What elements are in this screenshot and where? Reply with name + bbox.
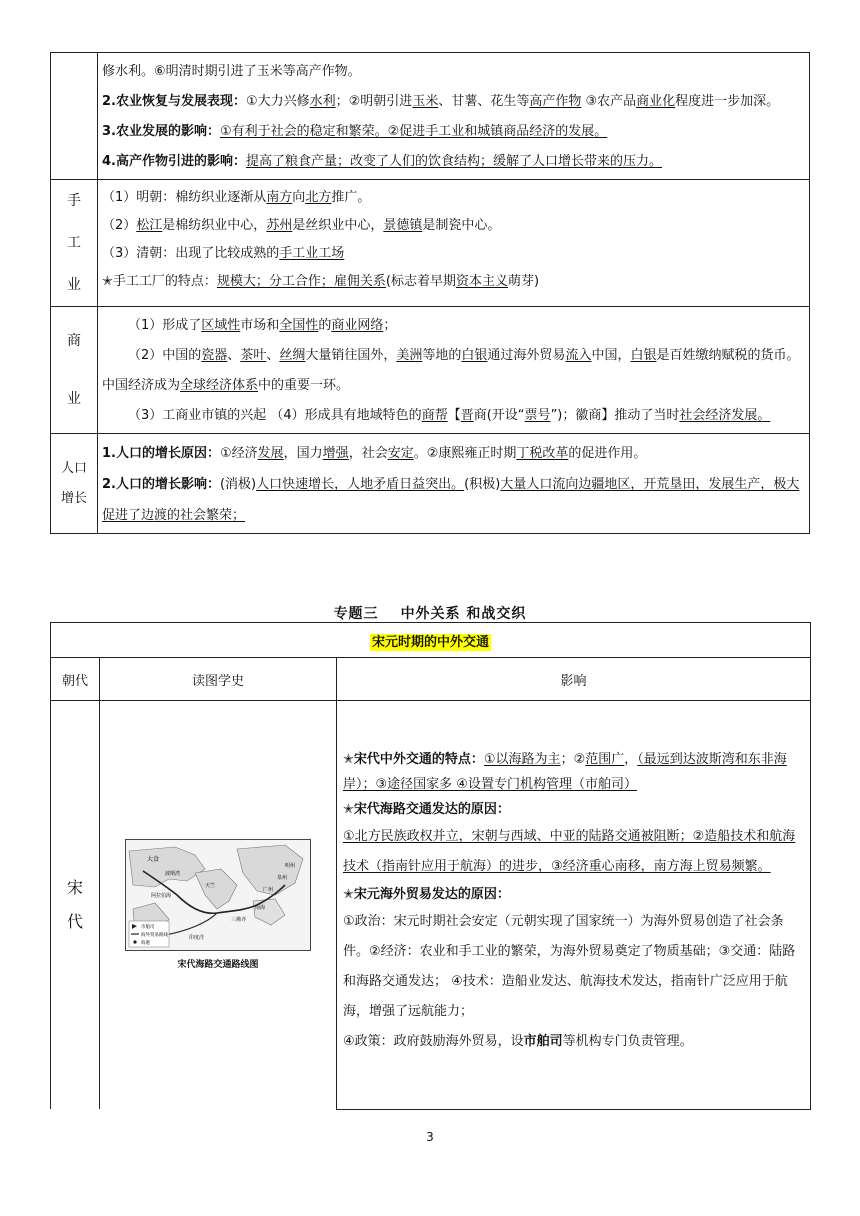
agriculture-row [51,53,810,180]
commerce-category: 商 业 [51,307,98,434]
commerce-line1: （1）形成了区域性市场和全国性的商业网络； [128,318,397,333]
map-illustration [125,839,311,951]
map-label-7: 南海 [255,905,266,911]
population-line1: 1.人口的增长原因：①经济发展，国力增强，社会安定。②康熙雍正时期丁税改革的促进作用。 [102,446,647,461]
commerce-line3: （3）工商业市镇的兴起 （4）形成具有地域特色的商帮【晋商(开设“票号”)；徽商】推动了当时社会经济发展。 [128,408,771,423]
map-label-10: 明州 [285,863,296,869]
map-label-6: 三佛齐 [231,917,247,923]
song-sea-route-map [125,839,311,970]
map-label-4: 天竺 [205,883,216,889]
header-dynasty: 朝代 [51,658,100,701]
header-map: 读图学史 [100,658,337,701]
map-label-5: 印度洋 [189,935,205,941]
effect-p4: ✭宋元海外贸易发达的原因： [343,887,510,902]
map-legend-3: 海港 [141,941,150,946]
map-label-2: 波斯湾 [165,871,181,877]
top-table [50,52,810,534]
map-legend-2: 海外贸易路线 [141,933,168,938]
handicraft-content [98,180,810,307]
population-row [51,434,810,534]
bottom-table-header-row [51,658,811,701]
agriculture-line0: 修水利。⑥明清时期引进了玉米等高产作物。 [102,64,361,79]
section-title [50,603,810,623]
song-map-cell [100,701,337,1110]
commerce-content [98,307,810,434]
handicraft-line1: （1）明朝：棉纺织业逐渐从南方向北方推广。 [102,190,371,205]
section-subtitle: 中外关系 和战交织 [400,606,527,622]
effect-p6: ④政策：政府鼓励海外贸易，设市舶司等机构专门负责管理。 [343,1034,693,1049]
bottom-table-title: 宋元时期的中外交通 [371,634,489,650]
map-legend-1: 市舶司 [141,925,155,930]
handicraft-line4: ✭手工工厂的特点：规模大；分工合作；雇佣关系(标志着早期资本主义萌芽) [102,274,540,289]
map-label-9: 广州 [263,887,274,893]
handicraft-line2: （2）松江是棉纺织业中心，苏州是丝织业中心，景德镇是制瓷中心。 [102,218,501,233]
agriculture-item3: 3.农业发展的影响：①有利于社会的稳定和繁荣。②促进手工业和城镇商品经济的发展。 [102,124,608,139]
bottom-table-title-cell [51,623,811,658]
population-category: 人口 增长 [51,434,98,534]
bottom-table-title-row [51,623,811,658]
map-label-8: 泉州 [277,875,288,881]
effect-p5: ①政治：宋元时期社会安定（元朝实现了国家统一）为海外贸易创造了社会条件。②经济：农业和手工业的繁荣，为海外贸易奠定了物质基础；③交通：陆路和海路交通发达； ④技术：造船业发达、航海技术发达，指南针广泛应用于航海，增强了远航能力； [343,914,796,1019]
header-effect: 影响 [337,658,811,701]
population-content [98,434,810,534]
song-row [51,701,811,1110]
page-number: 3 [426,1130,434,1144]
agriculture-item4: 4.高产作物引进的影响：提高了粮食产量；改变了人们的饮食结构；缓解了人口增长带来的压力。 [102,154,662,169]
agriculture-content [98,53,810,180]
map-label-1: 大食 [147,856,160,863]
effect-p2: ✭宋代海路交通发达的原因： [343,802,510,817]
agriculture-category-cell [51,53,98,180]
effect-p3: ①北方民族政权并立，宋朝与西域、中亚的陆路交通被阻断；②造船技术和航海技术（指南针应用于航海）的进步，③经济重心南移，南方海上贸易频繁。 [343,829,796,874]
bottom-table [50,622,811,1110]
effect-p1: ✭宋代中外交通的特点：①以海路为主；②范围广，（最远到达波斯湾和东非海岸）；③途径国家多 ④设置专门机构管理（市舶司） [343,752,787,792]
song-effect-cell [337,701,811,1110]
commerce-row [51,307,810,434]
map-caption: 宋代海路交通路线图 [177,960,259,970]
commerce-line2: （2）中国的瓷器、茶叶、丝绸大量销往国外，美洲等地的白银通过海外贸易流入中国，白银是百姓缴纳赋税的货币。中国经济成为全球经济体系中的重要一环。 [102,348,800,393]
agriculture-item2: 2.农业恢复与发展表现：①大力兴修水利；②明朝引进玉米、甘薯、花生等高产作物 ③农产品商业化程度进一步加深。 [102,94,780,109]
handicraft-row [51,180,810,307]
population-line2: 2.人口的增长影响：(消极)人口快速增长，人地矛盾日益突出。(积极)大量人口流向边疆地区，开荒垦田，发展生产，极大促进了边渡的社会繁荣； [102,477,800,523]
map-label-3: 阿拉伯海 [151,893,172,899]
song-dynasty-cell: 宋 代 [51,701,100,1110]
handicraft-category: 手 工 业 [51,180,98,307]
handicraft-line3: （3）清朝：出现了比较成熟的手工业工场 [102,246,345,261]
section-topic: 专题三 [333,606,379,622]
